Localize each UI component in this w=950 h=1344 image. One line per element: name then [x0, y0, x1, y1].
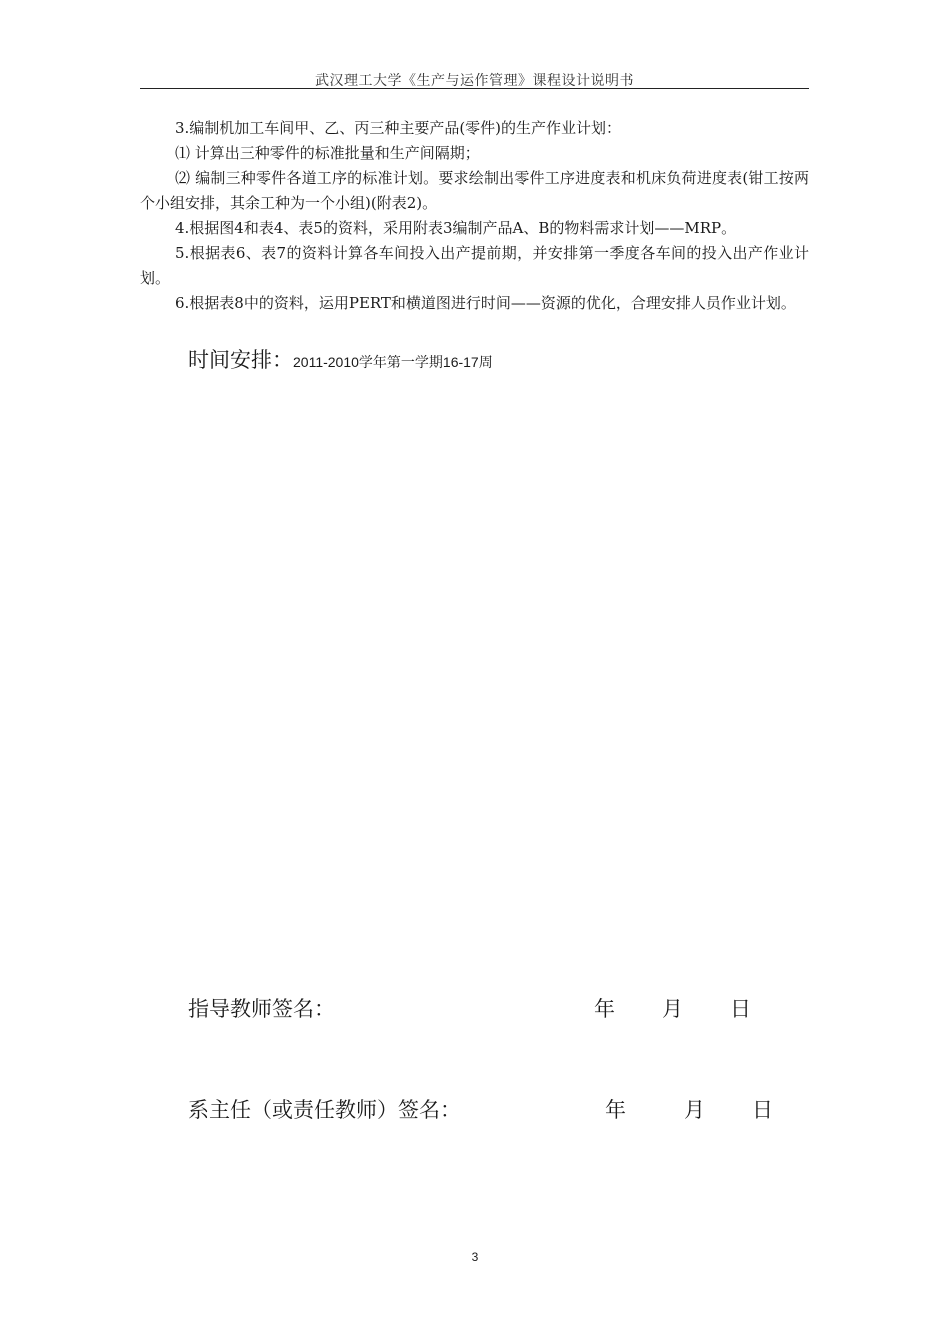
task-item-3-2: ⑵ 编制三种零件各道工序的标准计划。要求绘制出零件工序进度表和机床负荷进度表(钳工按两个小组安排，其余工种为一个小组)(附表2)。: [140, 169, 809, 212]
page-header: 武汉理工大学《生产与运作管理》课程设计说明书: [315, 73, 634, 89]
advisor-day: 日: [730, 997, 751, 1021]
task-item-3-1: ⑴ 计算出三种零件的标准批量和生产间隔期；: [175, 144, 480, 162]
director-month: 月: [684, 1098, 705, 1122]
page-number: 3: [471, 1250, 479, 1264]
header-rule: [140, 88, 809, 89]
director-year: 年: [605, 1098, 626, 1122]
advisor-month: 月: [662, 997, 683, 1021]
director-signature-label: 系主任（或责任教师）签名：: [188, 1098, 461, 1122]
schedule-label: 时间安排：: [188, 348, 293, 372]
task-item-4: 4.根据图4和表4、表5的资料，采用附表3编制产品A、B的物料需求计划——MRP。: [175, 219, 737, 237]
schedule-value: 2011-2010学年第一学期16-17周: [293, 354, 493, 370]
advisor-year: 年: [594, 997, 615, 1021]
schedule-line: [188, 344, 493, 374]
director-day: 日: [752, 1098, 773, 1122]
task-item-6: 6.根据表8中的资料，运用PERT和横道图进行时间——资源的优化，合理安排人员作业计划。: [175, 294, 796, 312]
advisor-signature-label: 指导教师签名：: [188, 997, 335, 1021]
task-item-3: 3.编制机加工车间甲、乙、丙三种主要产品(零件)的生产作业计划：: [175, 119, 622, 137]
task-list: [140, 116, 809, 316]
task-item-5: 5.根据表6、表7的资料计算各车间投入出产提前期，并安排第一季度各车间的投入出产作业计划。: [140, 244, 809, 287]
